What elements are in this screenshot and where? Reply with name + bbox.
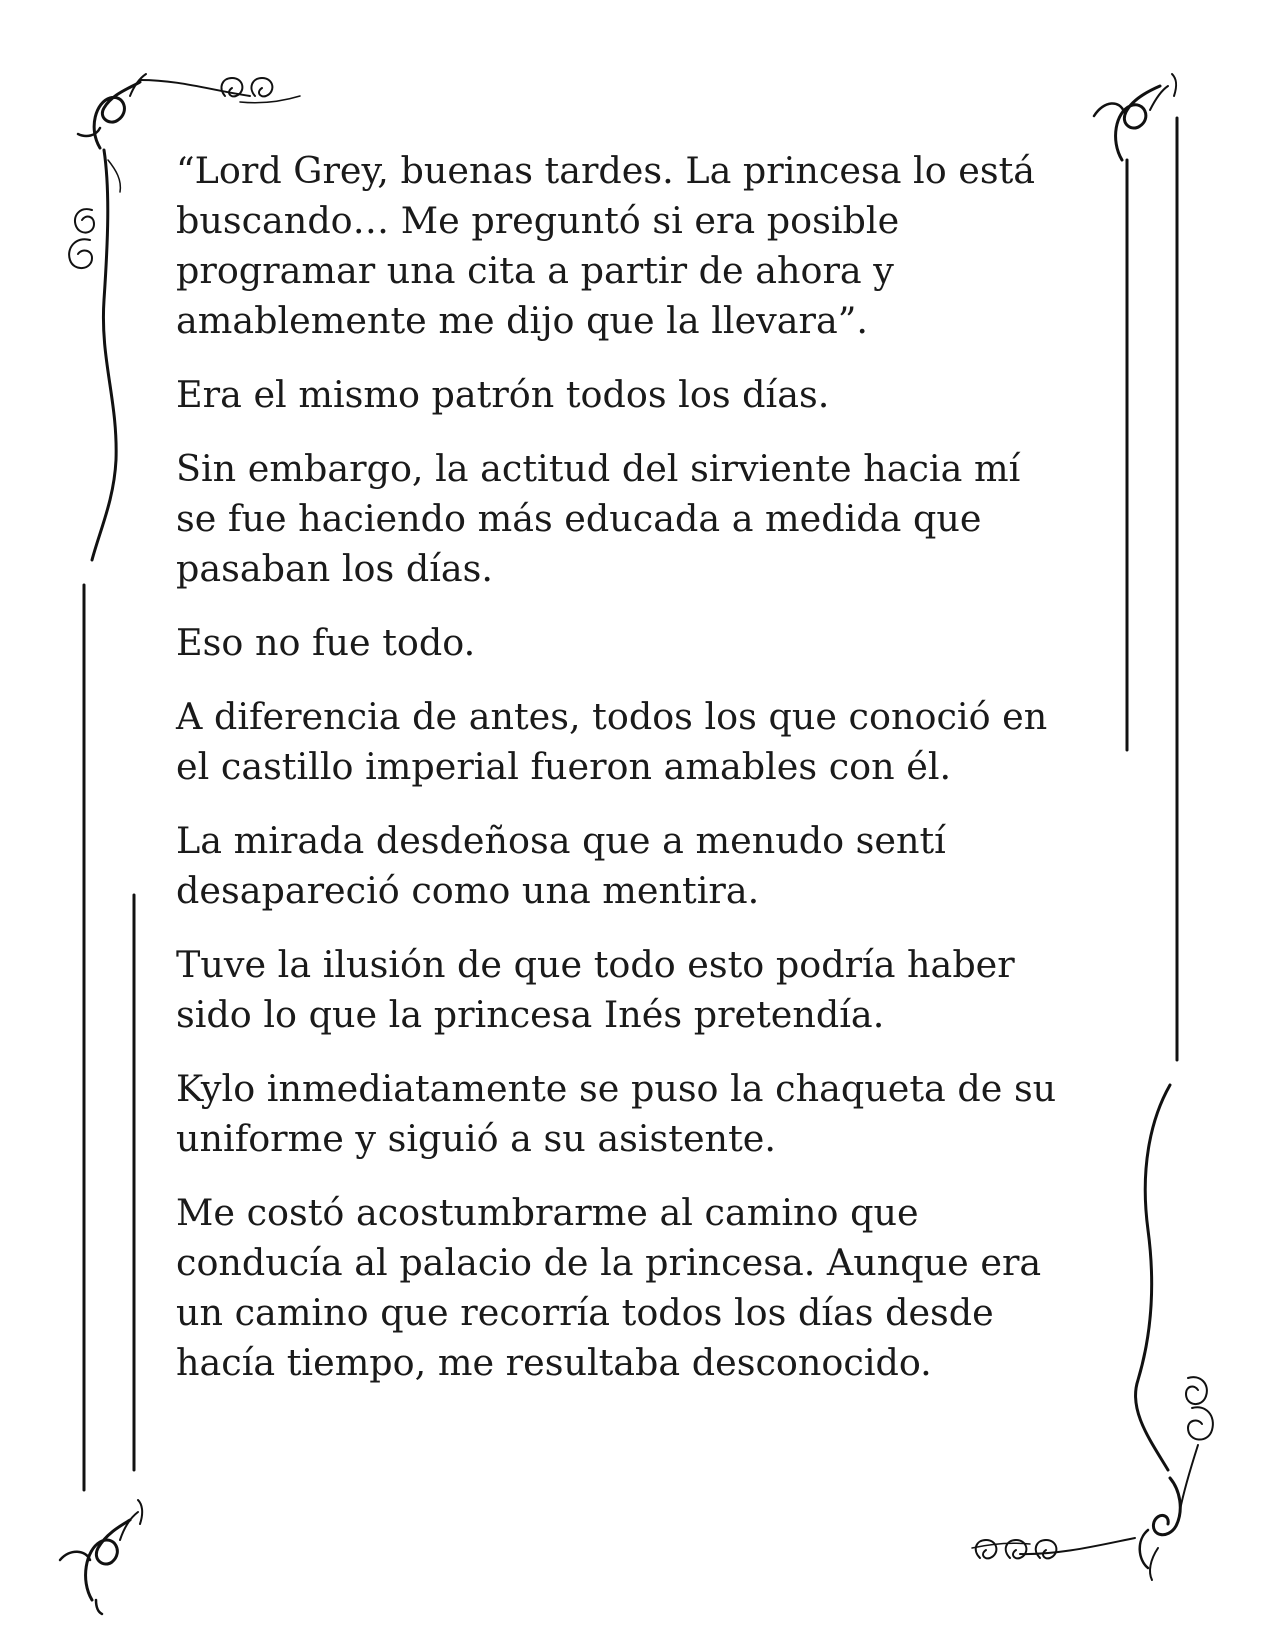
paragraph-2: Era el mismo patrón todos los días. bbox=[176, 373, 830, 416]
flourish-top-right bbox=[1094, 74, 1176, 160]
paragraph-5: A diferencia de antes, todos los que conoció en el castillo imperial fueron amables con él. bbox=[176, 695, 1048, 788]
story-text bbox=[176, 146, 1106, 1412]
paragraph-9: Me costó acostumbrarme al camino que conducía al palacio de la princesa. Aunque era un camino que recorría todos los días desde hacía tiempo, me resultaba desconocido. bbox=[176, 1191, 1042, 1384]
paragraph-3: Sin embargo, la actitud del sirviente hacia mí se fue haciendo más educada a medida que pasaban los días. bbox=[176, 447, 1021, 590]
flourish-bottom-left bbox=[60, 1500, 142, 1614]
paragraph-8: Kylo inmediatamente se puso la chaqueta de su uniforme y siguió a su asistente. bbox=[176, 1067, 1057, 1160]
paragraph-4: Eso no fue todo. bbox=[176, 621, 476, 664]
paragraph-7: Tuve la ilusión de que todo esto podría haber sido lo que la princesa Inés pretendía. bbox=[176, 943, 1015, 1036]
paragraph-1: “Lord Grey, buenas tardes. La princesa lo está buscando… Me preguntó si era posible programar una cita a partir de ahora y amablemente me dijo que la llevara”. bbox=[176, 149, 1036, 342]
paragraph-6: La mirada desdeñosa que a menudo sentí desapareció como una mentira. bbox=[176, 819, 946, 912]
